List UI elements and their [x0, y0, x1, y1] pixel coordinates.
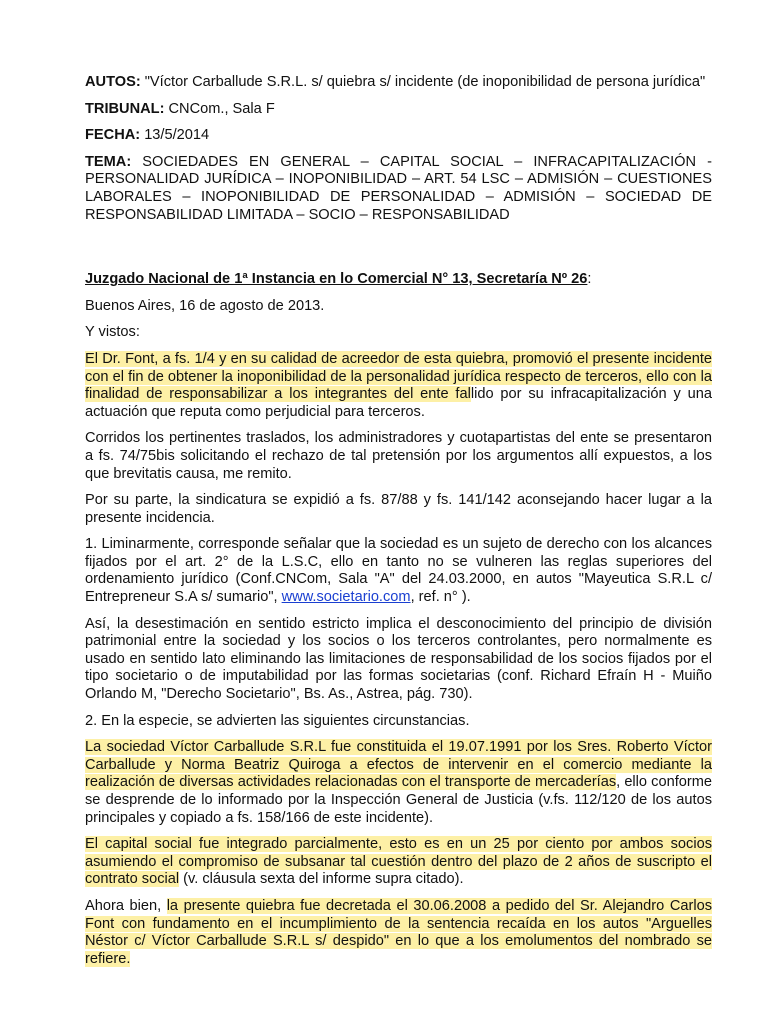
court-heading-line — [85, 271, 712, 289]
highlight-7: La sociedad Víctor Carballude S.R.L fue constituida el 19.07.1991 por los Sres. Roberto Víctor Carballude y Norma Beatriz Quiroga a efectos de intervenir en el comercio mediante la realización de diversas actividades relacionadas con el transporte de mercaderías — [85, 739, 712, 791]
autos-line — [85, 74, 712, 92]
societario-link[interactable]: www.societario.com — [281, 589, 411, 606]
vistos: Y vistos: — [85, 324, 140, 341]
autos-label: AUTOS: — [85, 74, 141, 90]
paragraph-3: Por su parte, la sindicatura se expidió a fs. 87/88 y fs. 141/142 aconsejando hacer lugar a la presente incidencia. — [85, 492, 712, 526]
paragraph-4-a: 1. Liminarmente, corresponde señalar que la sociedad es un sujeto de derecho con los alcances fijados por el art. 2° de la L.S.C, ello en tanto no se vulneren las reglas superiores del ordenamiento jurídico (Conf.CNCom, Sala "A" del 24.03.2000, en autos "Mayeutica S.R.L c/ Entrepreneur S.A s/ sumario", — [85, 536, 712, 606]
tema-value: SOCIEDADES EN GENERAL – CAPITAL SOCIAL – INFRACAPITALIZACIÓN - PERSONALIDAD JURÍDICA – INOPONIBILIDAD – ART. 54 LSC – ADMISIÓN – CUESTIONES LABORALES – INOPONIBILIDAD DE PERSONALIDAD – ADMISIÓN – SOCIEDAD DE RESPONSABILIDAD LIMITADA – SOCIO – RESPONSABILIDAD — [85, 153, 712, 223]
court-colon: : — [587, 271, 592, 288]
tema-label: TEMA: — [85, 153, 132, 170]
autos-value: "Víctor Carballude S.R.L. s/ quiebra s/ incidente (de inoponibilidad de persona jurídica" — [140, 74, 706, 90]
fecha-value: 13/5/2014 — [140, 127, 210, 144]
tribunal-line — [85, 101, 712, 119]
tribunal-value: CNCom., Sala F — [164, 100, 275, 117]
place-date: Buenos Aires, 16 de agosto de 2013. — [85, 297, 325, 314]
paragraph-8 — [85, 836, 712, 889]
paragraph-6: 2. En la especie, se advierten las siguientes circunstancias. — [85, 712, 470, 729]
paragraph-4 — [85, 536, 712, 606]
highlight-9: la presente quiebra fue decretada el 30.06.2008 a pedido del Sr. Alejandro Carlos Font con fundamento en el incumplimiento de la sentencia recaída en los autos "Arguelles Néstor c/ Víctor Carballude S.R.L s/ despido" en lo que a los emolumentos del nombrado se refiere. — [85, 897, 712, 967]
paragraph-9 — [85, 898, 712, 968]
paragraph-5: Así, la desestimación en sentido estricto implica el desconocimiento del principio de división patrimonial entre la sociedad y los socios o los terceros controlantes, pero normalmente es usado en sentido lato eliminando las limitaciones de responsabilidad de los socios fijados por el tipo societario o de imputabilidad por las formas societarias (conf. Richard Efraín H - Muiño Orlando M, "Derecho Societario", Bs. As., Astrea, pág. 730). — [85, 615, 712, 703]
court-heading: Juzgado Nacional de 1ª Instancia en lo Comercial N° 13, Secretaría Nº 26 — [85, 271, 588, 288]
paragraph-9-pre: Ahora bien, — [85, 897, 167, 914]
section-gap — [85, 233, 712, 271]
paragraph-7-rest: , ello conforme se desprende de lo informado por la Inspección General de Justicia (v.fs. 112/120 de los autos principales y copiado a fs. 158/166 de este incidente). — [85, 774, 712, 826]
tema-line — [85, 154, 712, 224]
tribunal-label: TRIBUNAL: — [85, 100, 165, 117]
paragraph-8-rest: (v. cláusula sexta del informe supra citado). — [179, 871, 464, 888]
paragraph-1-rest: lido por su infracapitalización y una actuación que reputa como perjudicial para terceros. — [85, 386, 712, 420]
paragraph-4-b: , ref. n° ). — [410, 589, 471, 606]
highlight-8: El capital social fue integrado parcialmente, esto es en un 25 por ciento por ambos socios asumiendo el compromiso de subsanar tal cuestión dentro del plazo de 2 años de suscripto el contrato social — [85, 836, 712, 888]
paragraph-7 — [85, 739, 712, 827]
fecha-label: FECHA: — [85, 127, 141, 144]
paragraph-2: Corridos los pertinentes traslados, los administradores y cuotapartistas del ente se presentaron a fs. 74/75bis solicitando el rechazo de tal pretensión por los argumentos allí expuestos, a los que brevitatis causa, me remito. — [85, 430, 712, 482]
fecha-line — [85, 127, 712, 145]
paragraph-1 — [85, 351, 712, 421]
highlight-1: El Dr. Font, a fs. 1/4 y en su calidad de acreedor de esta quiebra, promovió el presente incidente con el fin de obtener la inoponibilidad de la personalidad jurídica respecto de terceros, ello con la finalidad de responsabilizar a los integrantes del ente fal — [85, 350, 712, 403]
